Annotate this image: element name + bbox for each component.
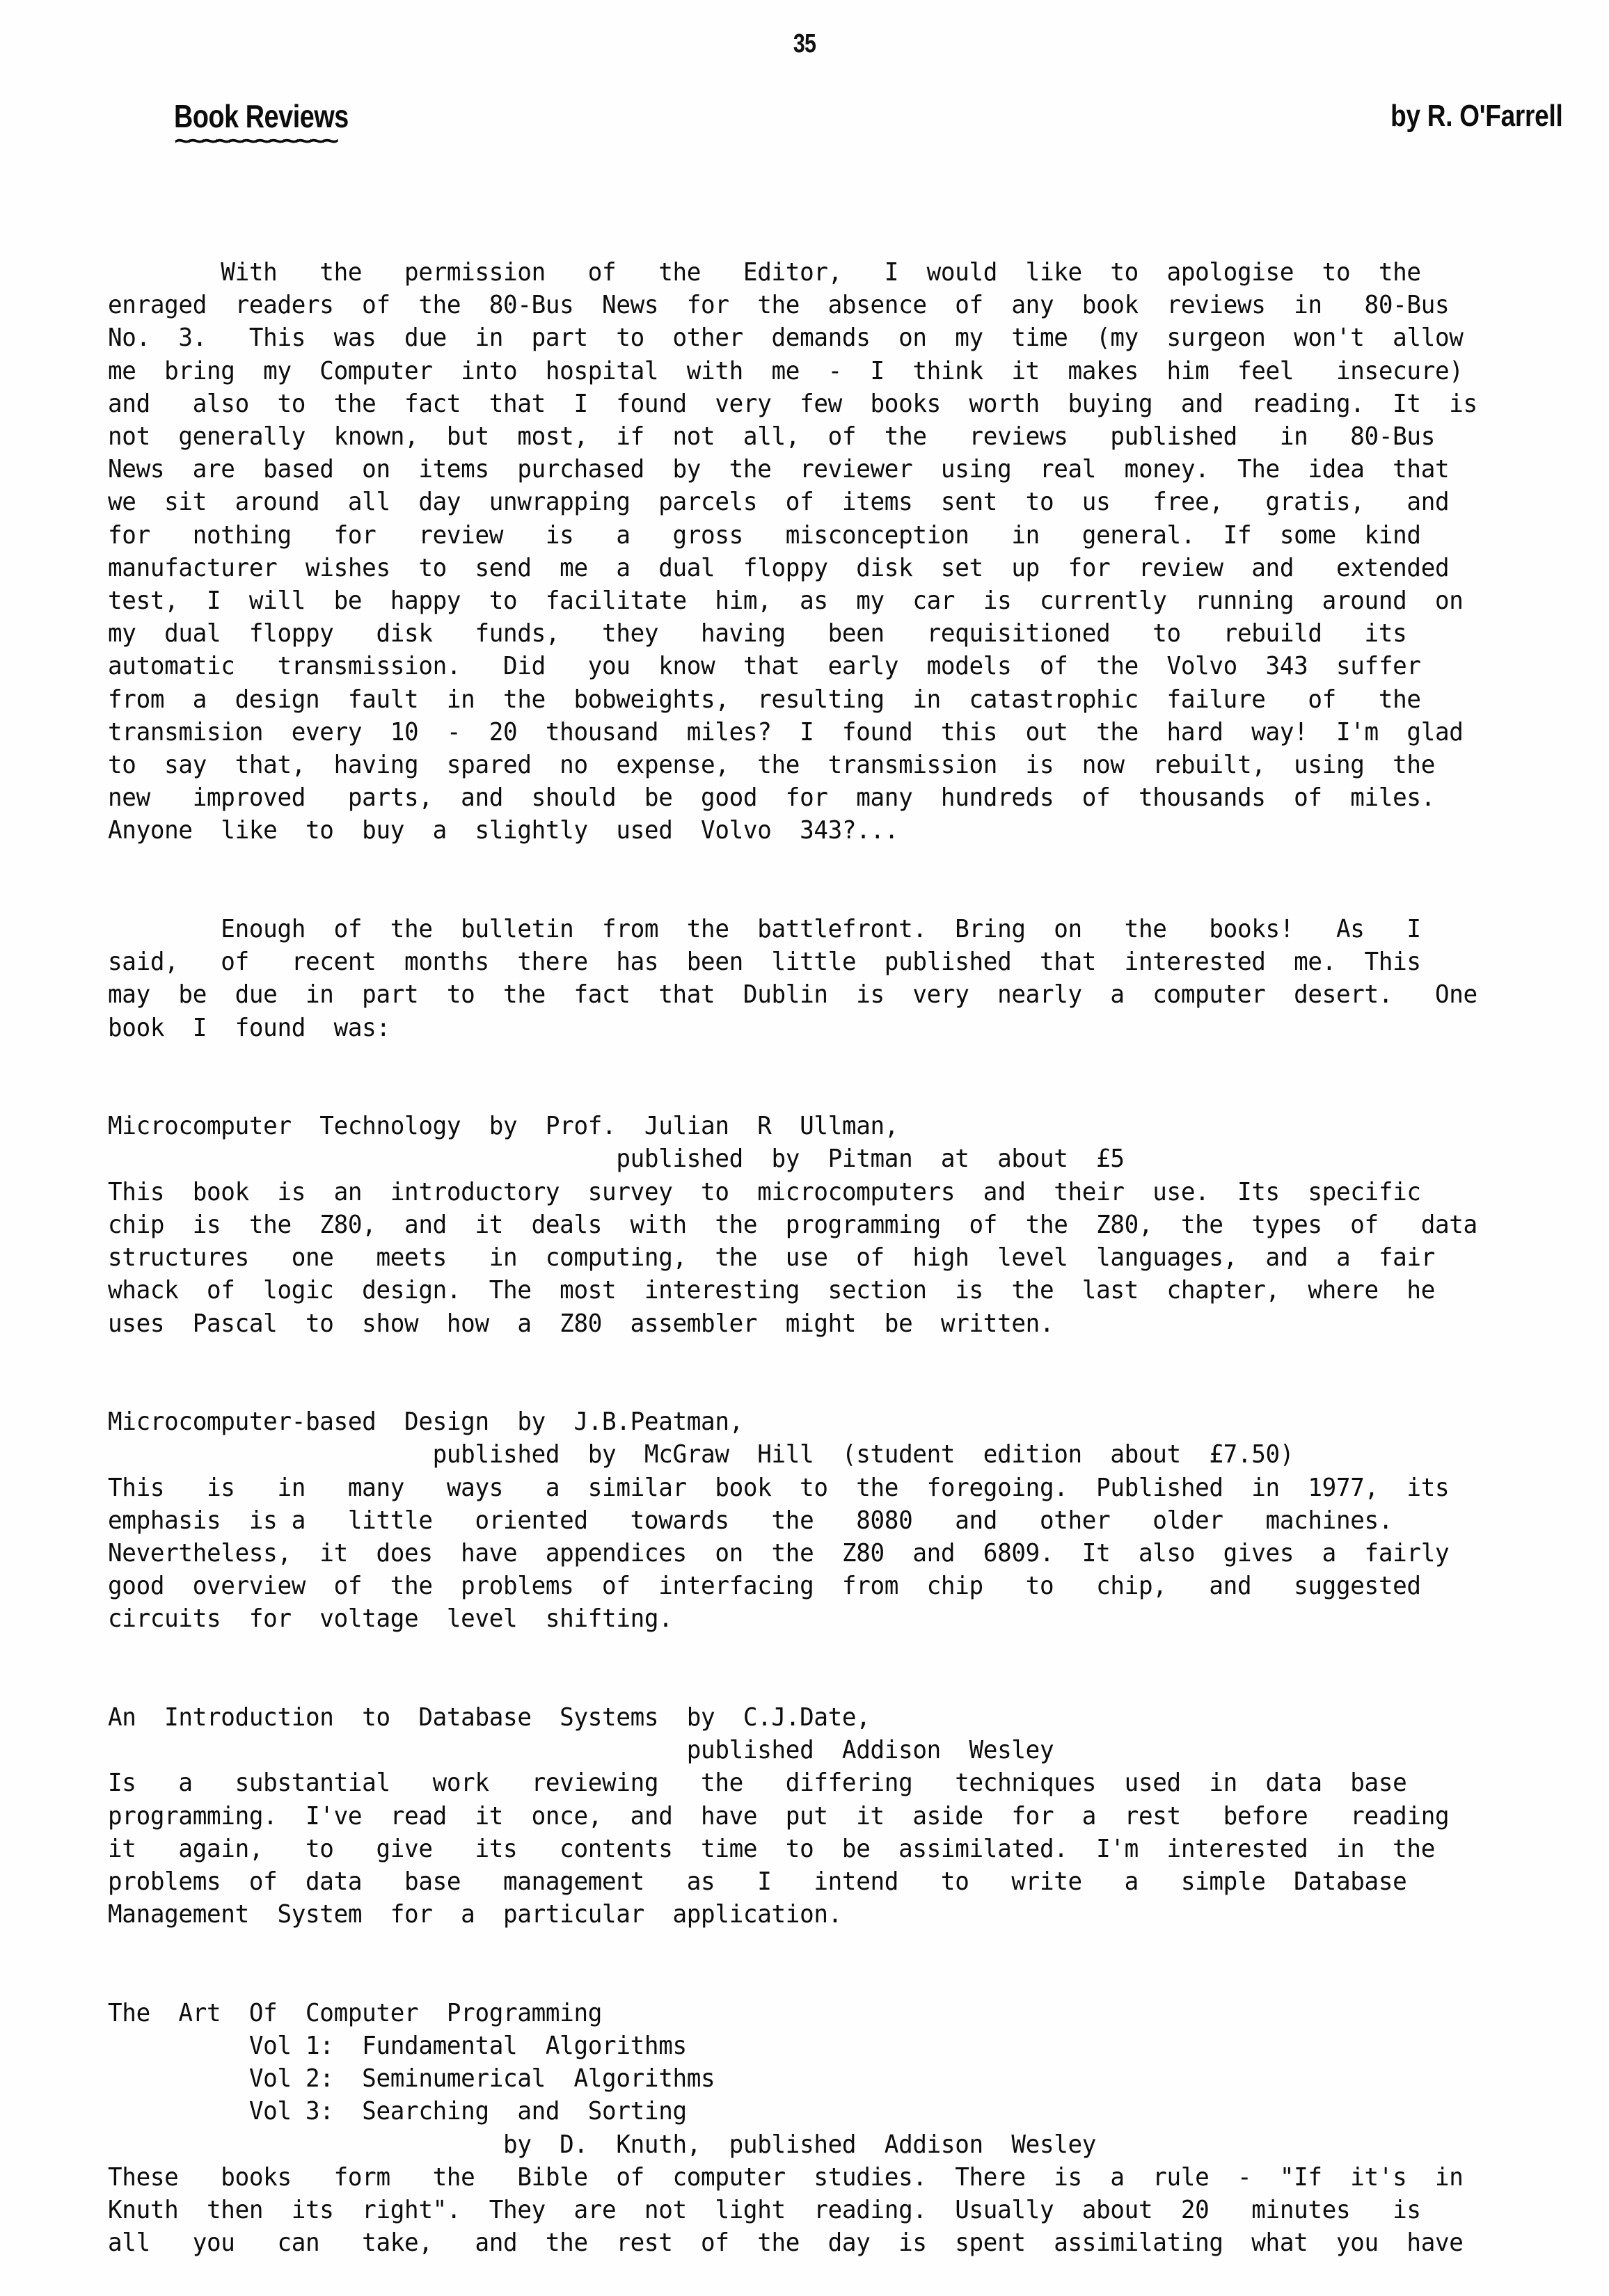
text-line: it again, to give its contents time to be assimilated. I'm interested in the: [108, 1834, 1435, 1863]
text-line: Vol 2: Seminumerical Algorithms: [108, 2064, 715, 2094]
text-line: Nevertheless, it does have appendices on the Z80 and 6809. It also gives a fairly: [108, 1538, 1450, 1568]
text-line: With the permission of the Editor, I would like to apologise to the: [108, 258, 1421, 287]
text-line: by D. Knuth, published Addison Wesley: [108, 2130, 1097, 2159]
blank-line: [108, 847, 1498, 880]
text-line: circuits for voltage level shifting.: [108, 1604, 673, 1634]
text-line: said, of recent months there has been little published that interested me. This: [108, 948, 1421, 977]
text-line: uses Pascal to show how a Z80 assembler might be written.: [108, 1309, 1054, 1338]
article-body: [108, 256, 1548, 2259]
text-line: published by Pitman at about £5: [108, 1145, 1125, 1174]
blank-line: [108, 1931, 1498, 1963]
blank-line: [108, 1636, 1498, 1668]
text-line: automatic transmission. Did you know that early models of the Volvo 343 suffer: [108, 652, 1421, 681]
text-line: These books form the Bible of computer studies. There is a rule - "If it's in: [108, 2162, 1464, 2192]
text-line: Vol 1: Fundamental Algorithms: [108, 2031, 687, 2060]
blank-line: [108, 1668, 1498, 1701]
text-line: my dual floppy disk funds, they having been requisitioned to rebuild its: [108, 619, 1407, 648]
text-line: test, I will be happy to facilitate him, as my car is currently running around on: [108, 587, 1464, 616]
text-line: Microcomputer-based Design by J.B.Peatman,: [108, 1408, 743, 1437]
text-line: new improved parts, and should be good for many hundreds of thousands of miles.: [108, 783, 1435, 813]
text-line: chip is the Z80, and it deals with the programming of the Z80, the types of data: [108, 1210, 1477, 1239]
text-line: we sit around all day unwrapping parcels of items sent to us free, gratis, and: [108, 488, 1450, 517]
text-line: good overview of the problems of interfacing from chip to chip, and suggested: [108, 1572, 1421, 1601]
text-line: Knuth then its right". They are not light reading. Usually about 20 minutes is: [108, 2195, 1421, 2224]
page-title: Book Reviews: [174, 98, 349, 134]
text-line: transmision every 10 - 20 thousand miles? I found this out the hard way! I'm glad: [108, 717, 1464, 747]
text-line: problems of data base management as I intend to write a simple Database: [108, 1867, 1407, 1896]
text-line: Microcomputer Technology by Prof. Julian R Ullman,: [108, 1112, 899, 1141]
text-line: from a design fault in the bobweights, resulting in catastrophic failure of the: [108, 685, 1421, 714]
text-line: and also to the fact that I found very few books worth buying and reading. It is: [108, 389, 1477, 418]
blank-line: [108, 1077, 1498, 1110]
blank-line: [108, 1964, 1498, 1997]
text-line: may be due in part to the fact that Dublin is very nearly a computer desert. One: [108, 980, 1477, 1010]
text-line: enraged readers of the 80-Bus News for the absence of any book reviews in 80-Bus: [108, 291, 1450, 320]
text-line: Anyone like to buy a slightly used Volvo 343?...: [108, 816, 899, 845]
page-number: 35: [793, 29, 816, 58]
text-line: for nothing for review is a gross misconception in general. If some kind: [108, 520, 1421, 550]
text-line: emphasis is a little oriented towards the 8080 and other older machines.: [108, 1506, 1393, 1535]
text-line: to say that, having spared no expense, the transmission is now rebuilt, using the: [108, 751, 1435, 780]
text-line: not generally known, but most, if not all, of the reviews published in 80-Bus: [108, 422, 1435, 452]
blank-line: [108, 1044, 1498, 1077]
text-line: This is in many ways a similar book to the foregoing. Published in 1977, its: [108, 1473, 1450, 1502]
text-line: book I found was:: [108, 1013, 390, 1042]
text-line: The Art Of Computer Programming: [108, 1998, 603, 2027]
blank-line: [108, 1340, 1498, 1373]
text-line: Is a substantial work reviewing the differing techniques used in data base: [108, 1769, 1407, 1798]
title-underline-squiggle: ~~~~~~~~~~~~: [174, 127, 335, 154]
text-line: programming. I've read it once, and have put it aside for a rest before reading: [108, 1801, 1450, 1831]
text-line: structures one meets in computing, the use of high level languages, and a fair: [108, 1243, 1435, 1273]
text-line: No. 3. This was due in part to other demands on my time (my surgeon won't allow: [108, 324, 1464, 353]
text-line: Enough of the bulletin from the battlefront. Bring on the books! As I: [108, 915, 1421, 944]
blank-line: [108, 880, 1498, 913]
text-line: An Introduction to Database Systems by C.J.Date,: [108, 1703, 871, 1732]
text-line: me bring my Computer into hospital with me - I think it makes him feel insecure): [108, 356, 1464, 385]
text-line: News are based on items purchased by the reviewer using real money. The idea that: [108, 455, 1450, 484]
text-line: all you can take, and the rest of the day is spent assimilating what you have: [108, 2229, 1464, 2258]
text-line: manufacturer wishes to send me a dual floppy disk set up for review and extended: [108, 553, 1450, 582]
blank-line: [108, 1373, 1498, 1405]
text-line: whack of logic design. The most interesting section is the last chapter, where he: [108, 1276, 1435, 1305]
text-line: Management System for a particular application.: [108, 1900, 842, 1929]
text-line: published Addison Wesley: [108, 1736, 1054, 1765]
author-byline: by R. O'Farrell: [1390, 99, 1562, 133]
text-line: This book is an introductory survey to microcomputers and their use. Its specific: [108, 1177, 1421, 1206]
text-line: published by McGraw Hill (student edition about £7.50): [108, 1440, 1294, 1469]
text-line: Vol 3: Searching and Sorting: [108, 2097, 687, 2126]
